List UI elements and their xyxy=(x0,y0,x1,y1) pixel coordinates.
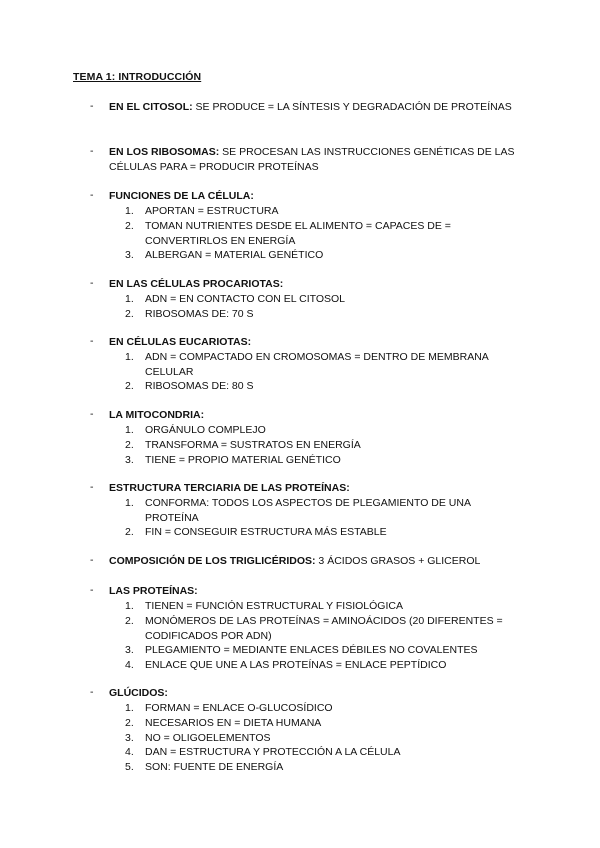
section-heading: EN LOS RIBOSOMAS: SE PROCESAN LAS INSTRUCCIONES GENÉTICAS DE LAS CÉLULAS PARA = PRODUCIR PROTEÍNAS xyxy=(109,146,515,173)
bullet-dash: - xyxy=(90,335,94,347)
section-heading: COMPOSICIÓN DE LOS TRIGLICÉRIDOS: 3 ÁCIDOS GRASOS + GLICEROL xyxy=(109,555,481,567)
section-heading: EN EL CITOSOL: SE PRODUCE = LA SÍNTESIS Y DEGRADACIÓN DE PROTEÍNAS xyxy=(109,101,512,113)
bullet-dash: - xyxy=(90,554,94,566)
bullet-dash: - xyxy=(90,277,94,289)
section-heading: LA MITOCONDRIA: xyxy=(109,409,205,421)
document-page: TEMA 1: INTRODUCCIÓN - EN EL CITOSOL: SE PRODUCE = LA SÍNTESIS Y DEGRADACIÓN DE PROTEÍNAS - EN LOS RIBOSOMAS: SE PROCESAN LAS INSTRUCCIONES GENÉTICAS DE LAS CÉLULAS PARA = PRODUCIR PROTEÍNAS - FUNCIONES DE LA CÉLULA: 1. APORTAN = ESTRUCTURA 2. TOMAN NUTRIENTES DESDE EL ALIMENTO = CAPACES DE = CONVERTIRLOS EN ENERGÍA 3. ALBERGAN = MATERIAL GENÉTICO - EN LAS CÉLULAS PROCARIOTAS: 1. ADN = EN CONTACTO CON EL CITOSOL 2. RIBOSOMAS DE: 70 S - EN CÉLULAS EUCARIOTAS: 1. ADN = COMPACTADO EN CROMOSOMAS = DENTRO DE MEMBRANA CELULAR 2. RIBOSOMAS DE: 80 S - LA MITOCONDRIA: 1. ORGÁNULO COMPLEJO 2. TRANSFORMA = SUSTRATOS EN ENERGÍA 3. TIENE = PROPIO MATERIAL GENÉTICO - ESTRUCTURA TERCIARIA DE LAS PROTEÍNAS: 1. CONFORMA: TODOS LOS ASPECTOS DE PLEGAMIENTO DE UNA PROTEÍNA 2. FIN = CONSEGUIR ESTRUCTURA MÁS ESTABLE - COMPOSICIÓN DE LOS TRIGLICÉRIDOS: 3 ÁCIDOS GRASOS + GLICEROL - LAS PROTEÍNAS: 1. TIENEN = FUNCIÓN ESTRUCTURAL Y FISIOLÓGICA 2. MONÓMEROS DE LAS PROTEÍNAS = AMINOÁCIDOS (20 DIFERENTES = CODIFICADOS POR ADN) 3. PLEGAMIENTO = MEDIANTE ENLACES DÉBILES NO COVALENTES 4. ENLACE QUE UNE A LAS PROTEÍNAS = ENLACE PEPTÍDICO - GLÚCIDOS: 1. FORMAN = ENLACE O-GLUCOSÍDICO 2. NECESARIOS EN = DIETA HUMANA 3. NO = OLIGOELEMENTOS 4. DAN = ESTRUCTURA Y PROTECCIÓN A LA CÉLULA 5. SON: FUENTE DE ENERGÍA xyxy=(0,0,600,848)
section-heading: GLÚCIDOS: xyxy=(109,687,168,699)
bullet-dash: - xyxy=(90,100,94,112)
bullet-dash: - xyxy=(90,145,94,157)
page-title: TEMA 1: INTRODUCCIÓN xyxy=(73,71,202,83)
section-heading: ESTRUCTURA TERCIARIA DE LAS PROTEÍNAS: xyxy=(109,482,350,494)
section-heading: EN LAS CÉLULAS PROCARIOTAS: xyxy=(109,278,284,290)
bullet-dash: - xyxy=(90,189,94,201)
bullet-dash: - xyxy=(90,584,94,596)
bullet-dash: - xyxy=(90,408,94,420)
section-heading: LAS PROTEÍNAS: xyxy=(109,585,198,597)
section-heading: EN CÉLULAS EUCARIOTAS: xyxy=(109,336,252,348)
section-heading: FUNCIONES DE LA CÉLULA: xyxy=(109,190,254,202)
bullet-dash: - xyxy=(90,686,94,698)
bullet-dash: - xyxy=(90,481,94,493)
